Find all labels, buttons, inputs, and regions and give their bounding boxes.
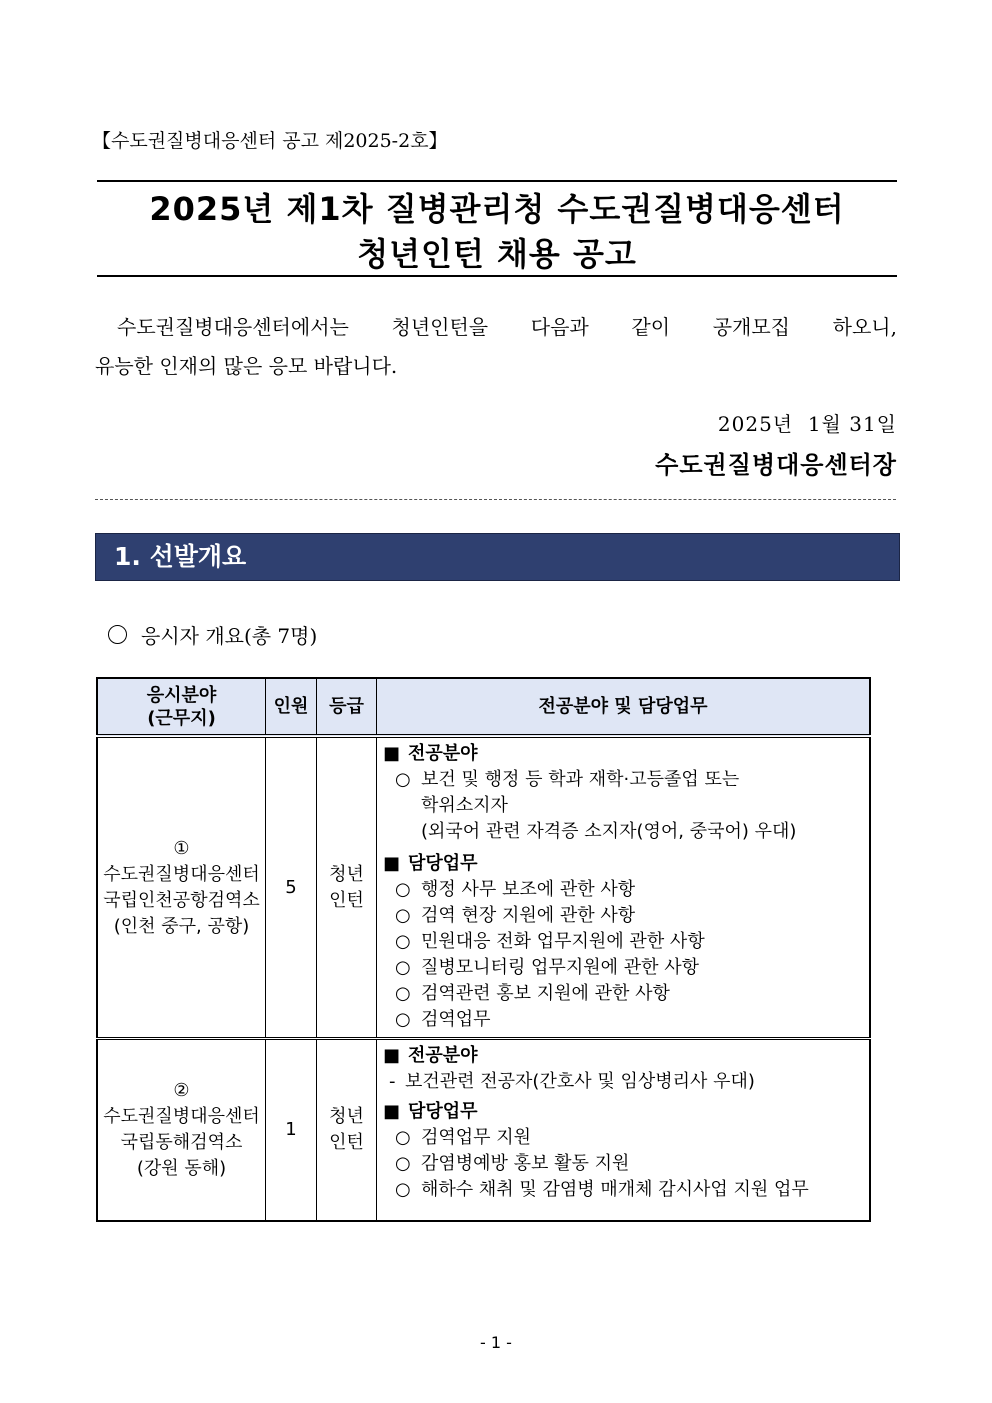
list-item: ○ 검역관련 홍보 지원에 관한 사항 [395,983,670,1004]
row-location: (인천 중구, 공항) [113,915,250,937]
row-number: ① [173,837,190,859]
row-number: ② [173,1079,190,1101]
duty-heading: ■ 담당업무 [383,1099,863,1125]
list-item: ○ 검역업무 [395,1009,491,1030]
page-number: - 1 - [480,1333,512,1352]
notice-number: 【수도권질병대응센터 공고 제2025-2호】 [92,130,448,152]
header-field-line2: (근무지) [147,707,216,729]
header-field-line1: 응시분야 [146,684,217,706]
list-item-continuation: (외국어 관련 자격증 소지자(영어, 중국어) 우대) [421,821,797,842]
grade-line1: 청년 [329,863,364,885]
list-item: ○ 검역업무 지원 [395,1127,532,1148]
signer: 수도권질병대응센터장 [655,450,897,479]
list-item-continuation: 학위소지자 [421,795,508,816]
announcement-date: 2025년 1월 31일 [717,412,897,436]
page-title-line2: 청년인턴 채용 공고 [357,235,637,273]
list-item: ○ 검역 현장 지원에 관한 사항 [395,905,636,926]
row-office: 국립인천공항검역소 [103,889,260,911]
list-item: ○ 행정 사무 보조에 관한 사항 [395,879,636,900]
major-heading: ■ 전공분야 [383,1043,863,1069]
square-bullet-icon: ■ [383,743,401,764]
overview-text: 응시자 개요(총 7명) [141,624,318,648]
header-desc: 전공분야 및 담당업무 [377,678,871,736]
count-cell: 1 [266,1039,317,1221]
page-title-line1: 2025년 제1차 질병관리청 수도권질병대응센터 [149,190,845,228]
grade-cell [317,736,377,1039]
list-item: ○ 해하수 채취 및 감염병 매개체 감시사업 지원 업무 [395,1179,809,1200]
title-top-rule [97,180,897,182]
count-cell: 5 [266,736,317,1039]
header-grade: 등급 [317,678,377,736]
list-item: ○ 질병모니터링 업무지원에 관한 사항 [395,957,699,978]
header-count: 인원 [266,678,317,736]
intro-line-2: 유능한 인재의 많은 응모 바랍니다. [95,354,398,378]
title-bottom-rule [97,275,897,277]
intro-line-1: 수도권질병대응센터에서는 청년인턴을 다음과 같이 공개모집 하오니, [117,315,897,339]
intro-paragraph [95,308,897,386]
major-heading: ■ 전공분야 [383,741,863,767]
table-row [97,1039,870,1221]
list-item: ○ 보건 및 행정 등 학과 재학·고등졸업 또는 [395,769,740,790]
duty-heading: ■ 담당업무 [383,851,863,877]
grade-line1: 청년 [329,1105,364,1127]
desc-cell [377,1039,871,1221]
row-office: 국립동해검역소 [120,1131,243,1153]
overview-line [108,620,317,649]
desc-cell [377,736,871,1039]
circle-bullet-icon [108,625,127,644]
list-item: - 보건관련 전공자(간호사 및 임상병리사 우대) [389,1071,755,1092]
dashed-divider [95,499,896,500]
section-header: 1. 선발개요 [95,533,900,581]
field-cell [97,736,266,1039]
row-org: 수도권질병대응센터 [103,1105,260,1127]
grade-line2: 인턴 [329,1131,364,1153]
list-item: ○ 감염병예방 홍보 활동 지원 [395,1153,630,1174]
square-bullet-icon: ■ [383,1101,401,1122]
header-field [97,678,266,736]
table-header-row [97,678,870,736]
square-bullet-icon: ■ [383,853,401,874]
field-cell [97,1039,266,1221]
row-org: 수도권질병대응센터 [103,863,260,885]
square-bullet-icon: ■ [383,1045,401,1066]
list-item: ○ 민원대응 전화 업무지원에 관한 사항 [395,931,705,952]
table-row [97,736,870,1039]
row-location: (강원 동해) [136,1157,227,1179]
grade-line2: 인턴 [329,889,364,911]
grade-cell [317,1039,377,1221]
recruitment-table [96,677,871,1222]
